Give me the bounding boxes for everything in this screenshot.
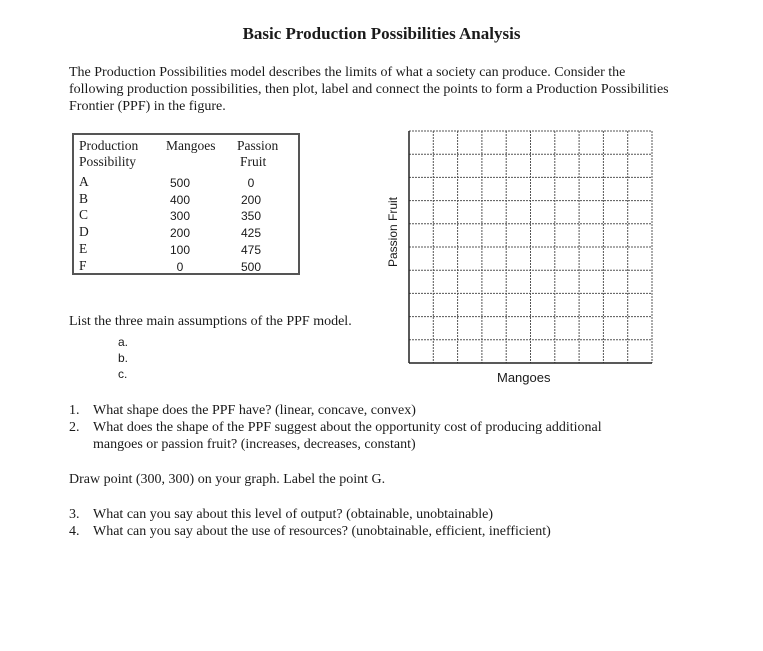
- header-mangoes: Mangoes: [166, 138, 216, 153]
- question-3-text: What can you say about this level of output? (obtainable, unobtainable): [93, 507, 494, 522]
- question-3: [69, 506, 493, 523]
- table-passion-value: 350: [240, 209, 262, 224]
- y-axis-label: Passion Fruit: [386, 196, 400, 268]
- table-mangoes-value: 0: [176, 259, 184, 274]
- header-possibility-line1: Production: [79, 138, 139, 153]
- assumptions-prompt: List the three main assumptions of the PPF model.: [69, 314, 352, 329]
- assumption-c: c.: [118, 367, 128, 381]
- table-passion-value: 200: [240, 192, 262, 207]
- assumption-b: b.: [118, 351, 129, 365]
- table-row-label: F: [79, 257, 87, 273]
- table-row-label: C: [79, 207, 89, 223]
- table-row-label: E: [79, 240, 88, 256]
- table-passion-value: 475: [240, 242, 262, 257]
- table-passion-value: 0: [247, 176, 255, 190]
- intro-paragraph: The Production Possibilities model describes the limits of what a society can produce. Consider the following production possibilities, then plot, label and connect the points to form a Production Possibilities Frontier (PPF) in the figure.: [69, 65, 669, 114]
- question-2-text: What does the shape of the PPF suggest about the opportunity cost of producing additional: [93, 420, 602, 435]
- question-1-number: 1.: [69, 403, 80, 418]
- table-passion-value: 500: [240, 259, 262, 274]
- page-title: Basic Production Possibilities Analysis: [242, 24, 521, 43]
- table-mangoes-value: 500: [169, 176, 191, 190]
- table-mangoes-value: 100: [169, 242, 191, 257]
- draw-point-instruction: Draw point (300, 300) on your graph. Label the point G.: [69, 472, 386, 487]
- question-2: [69, 419, 602, 436]
- question-1-text: What shape does the PPF have? (linear, concave, convex): [93, 403, 416, 418]
- table-mangoes-value: 400: [169, 192, 191, 207]
- header-passion-line2: Fruit: [240, 154, 267, 169]
- table-row-label: D: [79, 224, 89, 240]
- question-4-number: 4.: [69, 524, 80, 539]
- table-passion-value: 425: [240, 226, 262, 241]
- table-row-label: B: [79, 190, 89, 206]
- question-1: [69, 402, 416, 419]
- question-2-continuation: mangoes or passion fruit? (increases, decreases, constant): [93, 437, 416, 452]
- table-row-label: A: [79, 174, 89, 189]
- assumption-a: a.: [118, 335, 129, 349]
- question-4-text: What can you say about the use of resources? (unobtainable, efficient, inefficient): [93, 524, 551, 539]
- question-4: [69, 523, 551, 540]
- ppf-graph-grid[interactable]: [404, 126, 656, 366]
- header-possibility-line2: Possibility: [79, 154, 137, 169]
- x-axis-label: Mangoes: [497, 370, 551, 385]
- question-3-number: 3.: [69, 507, 80, 522]
- production-table: [72, 133, 300, 275]
- table-mangoes-value: 300: [169, 209, 191, 224]
- question-2-number: 2.: [69, 420, 80, 435]
- header-passion-line1: Passion: [237, 138, 279, 153]
- table-mangoes-value: 200: [169, 226, 191, 241]
